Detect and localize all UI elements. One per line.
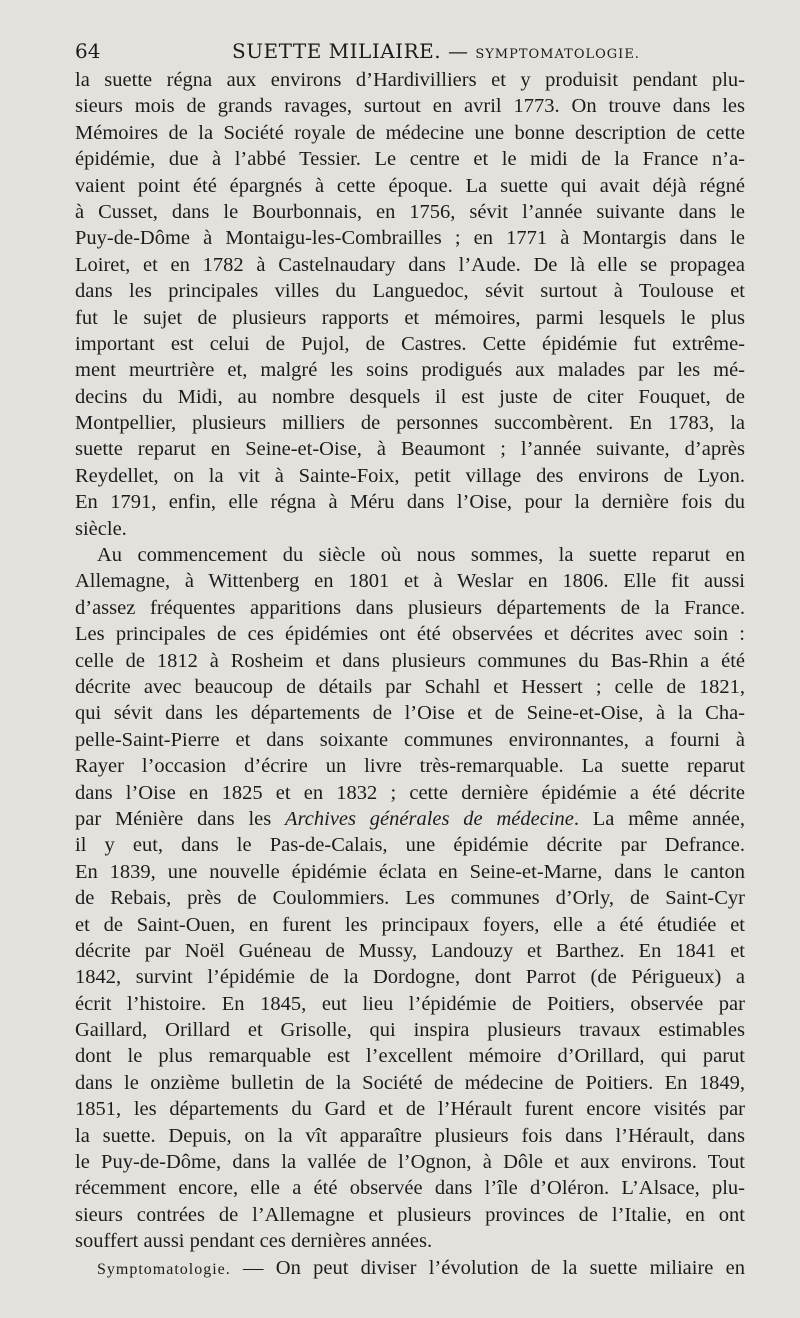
text-line: fut le sujet de plusieurs rapports et mémoires, parmi lesquels le plus [75,306,745,329]
text-line: dans l’Oise en 1825 et en 1832 ; cette dernière épidémie a été décrite [75,781,745,804]
text-line: et de Saint-Ouen, en furent les principaux foyers, elle a été étudiée et [75,913,745,936]
text-line: qui sévit dans les départements de l’Oise et de Seine-et-Oise, à la Cha- [75,702,745,725]
text-line [75,542,745,568]
body-text [75,67,745,1281]
text-line: decins du Midi, au nombre desquels il est juste de citer Fouquet, de [75,385,745,408]
text-line: En 1839, une nouvelle épidémie éclata en Seine-et-Marne, dans le canton [75,860,745,883]
paragraph-start: Au commencement du siècle où nous sommes, la suette reparut en [97,544,745,567]
text-line: siècle. [75,517,127,540]
text-line: le Puy-de-Dôme, dans la vallée de l’Ognon, à Dôle et aux environs. Tout [75,1151,745,1174]
text-line: vaient point été épargnés à cette époque. La suette qui avait déjà régné [75,174,745,197]
journal-title: Archives générales de médecine [285,807,574,830]
text-line: de Rebais, près de Coulommiers. Les communes d’Orly, de Saint-Cyr [75,887,745,910]
text-segment: par Ménière dans les [75,807,272,830]
text-line: la suette. Depuis, on la vît apparaître plusieurs fois dans l’Hérault, dans [75,1124,745,1147]
text-line: 1842, survint l’épidémie de la Dordogne, dont Parrot (de Périgueux) a [75,966,745,989]
text-line: Gaillard, Orillard et Grisolle, qui inspira plusieurs travaux estimables [75,1019,745,1042]
text-line: sieurs mois de grands ravages, surtout en avril 1773. On trouve dans les [75,95,745,118]
text-line: Puy-de-Dôme à Montaigu-les-Combrailles ; en 1771 à Montargis dans le [75,227,745,250]
text-line: celle de 1812 à Rosheim et dans plusieurs communes du Bas-Rhin a été [75,649,745,672]
text-line: Reydellet, on la vit à Sainte-Foix, petit village des environs de Lyon. [75,464,745,487]
text-line: Les principales de ces épidémies ont été observées et décrites avec soin : [75,623,745,646]
text-line: Mémoires de la Société royale de médecine une bonne description de cette [75,121,745,144]
text-line: d’assez fréquentes apparitions dans plusieurs départements de la France. [75,596,745,619]
text-segment: . La même année, [573,807,746,830]
text-line: important est celui de Pujol, de Castres. Cette épidémie fut extrême- [75,332,745,355]
text-line: il y eut, dans le Pas-de-Calais, une épidémie décrite par Defrance. [75,834,745,857]
text-line [75,1255,745,1281]
text-line: Rayer l’occasion d’écrire un livre très-remarquable. La suette reparut [75,755,745,778]
section-heading: Symptomatologie. [97,1260,231,1278]
text-line: récemment encore, elle a été observée dans l’île d’Oléron. L’Alsace, plu- [75,1177,745,1200]
text-line: à Cusset, dans le Bourbonnais, en 1756, sévit l’année suivante dans le [75,200,745,223]
text-line: décrite par Noël Guéneau de Mussy, Landouzy et Barthez. En 1841 et [75,939,745,962]
text-line: 1851, les départements du Gard et de l’Hérault furent encore visités par [75,1098,745,1121]
text-line: dans le onzième bulletin de la Société de médecine de Poitiers. En 1849, [75,1071,745,1094]
text-line: sieurs contrées de l’Allemagne et plusieurs provinces de l’Italie, en ont [75,1203,745,1226]
text-line: ment meurtrière et, malgré les soins prodigués aux malades par les mé- [75,359,745,382]
text-line: écrit l’histoire. En 1845, eut lieu l’épidémie de Poitiers, observée par [75,992,745,1015]
text-line: dont le plus remarquable est l’excellent mémoire d’Orillard, qui parut [75,1045,745,1068]
running-header [75,34,745,68]
text-line: la suette régna aux environs d’Hardivilliers et y produisit pendant plu- [75,69,745,91]
text-line: dans les principales villes du Languedoc, sévit surtout à Toulouse et [75,280,745,303]
text-line: pelle-Saint-Pierre et dans soixante communes environnantes, a fourni à [75,728,745,751]
text-line [75,806,745,832]
running-title-section: SYMPTOMATOLOGIE. [475,47,640,62]
text-line: souffert aussi pendant ces dernières années. [75,1230,433,1253]
text-line: suette reparut en Seine-et-Oise, à Beaumont ; l’année suivante, d’après [75,438,745,461]
text-line: En 1791, enfin, elle régna à Méru dans l’Oise, pour la dernière fois du [75,491,745,514]
text-line: épidémie, due à l’abbé Tessier. Le centre et le midi de la France n’a- [75,148,745,171]
text-line: Loiret, et en 1782 à Castelnaudary dans l’Aude. De là elle se propagea [75,253,745,276]
text-line: décrite avec beaucoup de détails par Schahl et Hessert ; celle de 1821, [75,675,745,698]
text-line: Allemagne, à Wittenberg en 1801 et à Weslar en 1806. Elle fit aussi [75,570,745,593]
running-title-main: SUETTE MILIAIRE. — [232,39,469,63]
text-line: Montpellier, plusieurs milliers de personnes succombèrent. En 1783, la [75,412,745,435]
page-number: 64 [75,39,101,63]
text-segment: — On peut diviser l’évolution de la suette miliaire en [230,1256,745,1279]
